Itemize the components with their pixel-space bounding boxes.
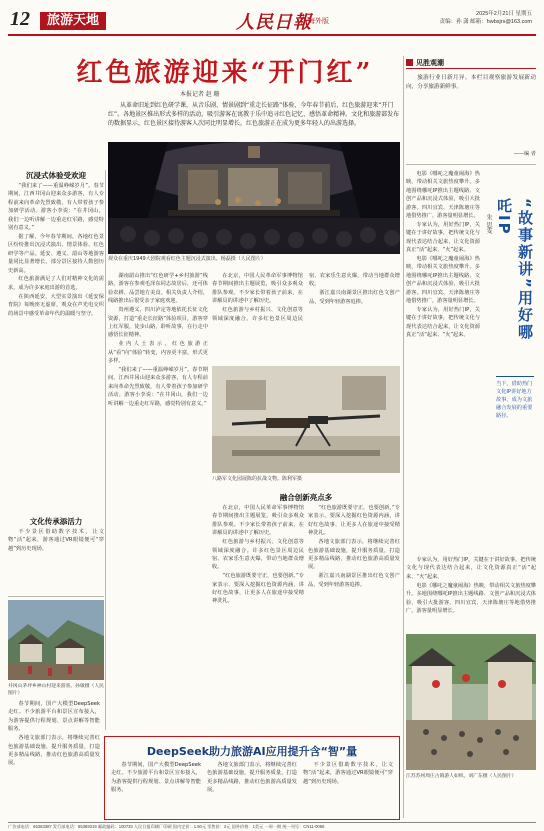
pull-quote-rule: [496, 376, 534, 377]
deepseek-article-body: [111, 761, 393, 815]
sidebar-pull-quote: 当下，借助热门文化IP讲好地方故事，成为文旅融合发展的重要路径。: [496, 381, 533, 419]
paragraph: 不少景区借助数字技术，让文物“活”起来，游客通过VR眼镜便可“穿越”到历史现场。: [8, 529, 104, 552]
paragraph: 在陕西延安，大型实景演出《延安保育院》每晚座无虚席，观众在声光电交织的场景中感受革命年代的温暖与坚守。: [8, 293, 104, 317]
article-column-1b: [8, 528, 104, 596]
paragraph: 浙江嘉兴南湖景区推出红色文创产品，受到年轻游客追捧。: [309, 290, 400, 305]
paragraph: 不少景区借助数字技术，让文物“活”起来，游客通过VR眼镜便可“穿越”到历史现场。: [303, 762, 393, 785]
page-footer: 广告部电话：65363387 发行部电话：65369319 邮政编码：100733 人民日报印刷厂印刷 国内定价：1.50元 零售价：2元 国外价格：1美元 一周一期 统一刊号：CN11-0066: [8, 822, 536, 831]
paragraph: 专家认为，用好热门IP，关键在于讲好故事，把传统文化与现代表达结合起来，让文化资源真正“活”起来、“火”起来。: [406, 221, 480, 254]
article-column-3: [212, 272, 400, 362]
paragraph: 在北京，中国人民革命军事博物馆春节期间推出主题展览，吸引众多观众排队参观。不少家长带着孩子前来，在讲解员的讲述中了解历史。: [212, 505, 304, 537]
paragraph: 各地文旅部门表示，将继续完善红色旅游基础设施，提升服务质量，打造更多精品线路，推动红色旅游高质量发展。: [8, 735, 100, 767]
sidebar-sign: ——编 者: [513, 151, 536, 157]
paragraph: 春节期间，国产大模型DeepSeek走红。不少旅游平台和景区宣布接入，为游客提供行程规划、景点讲解等智能服务。: [111, 762, 201, 794]
sidebar-body-lower: [406, 556, 536, 632]
paragraph: 在北京，中国人民革命军事博物馆春节期间推出主题展览，吸引众多观众排队参观。不少家长带着孩子前来，在讲解员的讲述中了解历史。: [212, 273, 303, 305]
column-divider: [403, 56, 404, 818]
deepseek-headline: DeepSeek助力旅游AI应用提升含“智”量: [146, 745, 358, 758]
column-divider: [105, 170, 106, 730]
paragraph: 湖南韶山推出“红色研学+乡村旅游”线路，游客在参观毛泽东同志故居后，还可体验农耕、品尝地方美食。相关负责人介绍，线路推出后很受亲子家庭欢迎。: [108, 273, 208, 305]
paragraph: 专家认为，用好热门IP，关键在于讲好故事，把传统文化与现代表达结合起来，让文化资源真正“活”起来、“火”起来。: [406, 307, 480, 339]
paragraph: “我们来了——重温峥嵘岁月”。春节期间，江西井冈山迎来众多游客，有人专程前来向革命先烈致敬，有人带着孩子参加研学活动。游客小李说：“在井冈山，我们一边听讲解一边重走红军路，感觉特别有意义。”: [108, 366, 208, 407]
article-column-4: [212, 504, 304, 732]
paragraph: 电影《哪吒之魔童闹海》热映，带动相关文旅热度攀升。多地围绕哪吒IP推出主题线路、文创产品和沉浸式体验，吸引大批游客。四川宜宾、天津陈塘庄等地借势推广，游客量明显增长。: [406, 582, 536, 614]
subhead-immersive: 沉浸式体验受欢迎: [26, 171, 86, 180]
paragraph: “红色旅游既要守正，也要创新。”专家表示，要深入挖掘红色资源内涵，讲好红色故事，让更多人在旅途中接受精神洗礼。: [212, 573, 304, 605]
sidebar-intro: [406, 74, 536, 144]
edition-label: 海外版: [308, 18, 329, 25]
editor-email[interactable]: hwbsjrs@163.com: [486, 19, 532, 25]
paragraph: 电影《哪吒之魔童闹海》热映，带动相关文旅热度攀升。多地围绕哪吒IP推出主题线路、文创产品和沉浸式体验，吸引大批游客。四川宜宾、天津陈塘庄等地借势推广，游客量明显增长。: [406, 256, 480, 305]
sidebar-section-title-text: 见胜观潮: [416, 59, 444, 67]
sidebar-section-title: [406, 58, 444, 68]
paragraph: 各地文旅部门表示，将继续完善红色旅游基础设施，提升服务质量，打造更多精品线路，推动红色旅游高质量发展。: [207, 762, 297, 794]
editor-info: 责编：孙 潇 邮箱：: [439, 19, 487, 25]
paragraph: “红色旅游既要守正，也要创新。”专家表示，要深入挖掘红色资源内涵，讲好红色故事，让更多人在旅途中接受精神洗礼。: [308, 505, 400, 537]
paragraph: 业内人士表示，红色旅游正从“看”向“体验”转变，内容更丰富，形式更多样。: [108, 341, 208, 365]
article-column-1c: [8, 700, 100, 818]
paragraph: 红色旅游与乡村振兴、文化创意等领域深度融合。许多红色景区周边民宿、农家乐生意火爆，带动当地群众增收。: [212, 539, 304, 571]
sidebar-divider: [406, 164, 536, 165]
newspaper-logo: 人民日報: [236, 12, 312, 33]
ancient-town-photo-caption: 江苏苏州周庄古镇游人如织。刘广东摄（人民图片）: [406, 774, 517, 779]
war-relic-photo-caption: 八路军文化园展陈的抗战文物。陈利军摄: [212, 476, 303, 482]
article-column-5: [308, 504, 400, 732]
square-bullet-icon: [406, 59, 413, 66]
page-headline: 红色旅游迎来“开门红”: [76, 58, 374, 88]
page-number: 12: [10, 8, 30, 30]
paragraph: 红色旅游与乡村振兴、文化创意等领域深度融合。许多红色景区周边民宿、农家乐生意火爆，带动当地群众增收。: [212, 273, 400, 322]
subhead-culture: 文化传承添活力: [29, 517, 83, 526]
masthead: [8, 6, 536, 36]
section-divider: [8, 596, 104, 597]
lead-paragraph: 从革命旧址到红色研学课，从音乐剧、情景剧到“重走长征路”体验，今年春节前后，红色旅游迎来“开门红”。各地景区推出形式多样的活动，吸引游客在寓教于乐中追寻红色记忆、感悟革命精神。文化和旅游部发布的数据显示，红色景区接待游客人次同比明显增长，红色旅游正在成为更多年轻人的出游选择。: [108, 102, 400, 127]
article-column-1: [8, 182, 104, 512]
war-relic-photo: [212, 366, 400, 473]
theater-stage-photo: [108, 142, 400, 254]
byline: 本报记者 赵 珊: [180, 92, 220, 98]
subhead-innovation: 融合创新亮点多: [279, 493, 333, 502]
paragraph: “我们来了——重温峥嵘岁月”。春节期间，江西井冈山迎来众多游客，有人专程前来向革命先烈致敬，有人带着孩子参加研学活动。游客小李说：“在井冈山，我们一边听讲解一边重走红军路，感觉特别有意义。”: [8, 183, 104, 232]
paragraph: 专家认为，用好热门IP，关键在于讲好故事，把传统文化与现代表达结合起来，让文化资源真正“活”起来、“火”起来。: [406, 557, 536, 580]
ancient-town-photo: [406, 634, 536, 770]
sidebar-vertical-title: “故事新讲”用好哪吒IP: [495, 198, 534, 341]
sidebar-author: 朱 思雯: [485, 214, 492, 234]
hero-photo-caption: 观众在重庆1949大剧院观看红色主题沉浸式演出。杨磊摄（人民图片）: [108, 256, 266, 262]
paragraph: 旅游行业日新月异。本栏目观察旅游发展新动向，分享旅游新鲜事。: [406, 75, 536, 90]
paragraph: 据了解，今年春节期间，各地红色景区纷纷推出沉浸式演出、情景体验、红色研学等产品。延安、遵义、韶山等地游客量同比显著增长，部分景区接待人数创历史新高。: [8, 233, 104, 274]
section-tag: 旅游天地: [40, 12, 106, 30]
deepseek-article-box: [104, 736, 400, 820]
paragraph: 各地文旅部门表示，将继续完善红色旅游基础设施，提升服务质量，打造更多精品线路，推动红色旅游高质量发展。: [308, 539, 400, 571]
village-photo: [8, 600, 104, 680]
sidebar-title-rule: [406, 68, 536, 69]
village-photo-caption: 井冈山茅坪乡神山村迎来游客。孙敏摄（人民图片）: [8, 684, 104, 696]
article-column-2: [108, 272, 208, 728]
paragraph: 春节期间，国产大模型DeepSeek走红。不少旅游平台和景区宣布接入，为游客提供行程规划、景点讲解等智能服务。: [8, 701, 100, 733]
paragraph: 浙江嘉兴南湖景区推出红色文创产品，受到年轻游客追捧。: [308, 573, 400, 588]
issue-date: 2025年2月21日 星期五: [476, 11, 532, 17]
paragraph: 贵州遵义、四川泸定等地依托长征文化资源，打造“重走长征路”体验项目，游客穿上红军服，徒步山路，聆听故事，在行走中感悟长征精神。: [108, 307, 208, 339]
paragraph: 电影《哪吒之魔童闹海》热映，带动相关文旅热度攀升。多地围绕哪吒IP推出主题线路、文创产品和沉浸式体验，吸引大批游客。四川宜宾、天津陈塘庄等地借势推广，游客量明显增长。: [406, 171, 480, 220]
masthead-meta: [440, 10, 532, 26]
paragraph: 红色旅游满足了人们对精神文化的需求，成为许多家庭出游的首选。: [8, 276, 104, 291]
